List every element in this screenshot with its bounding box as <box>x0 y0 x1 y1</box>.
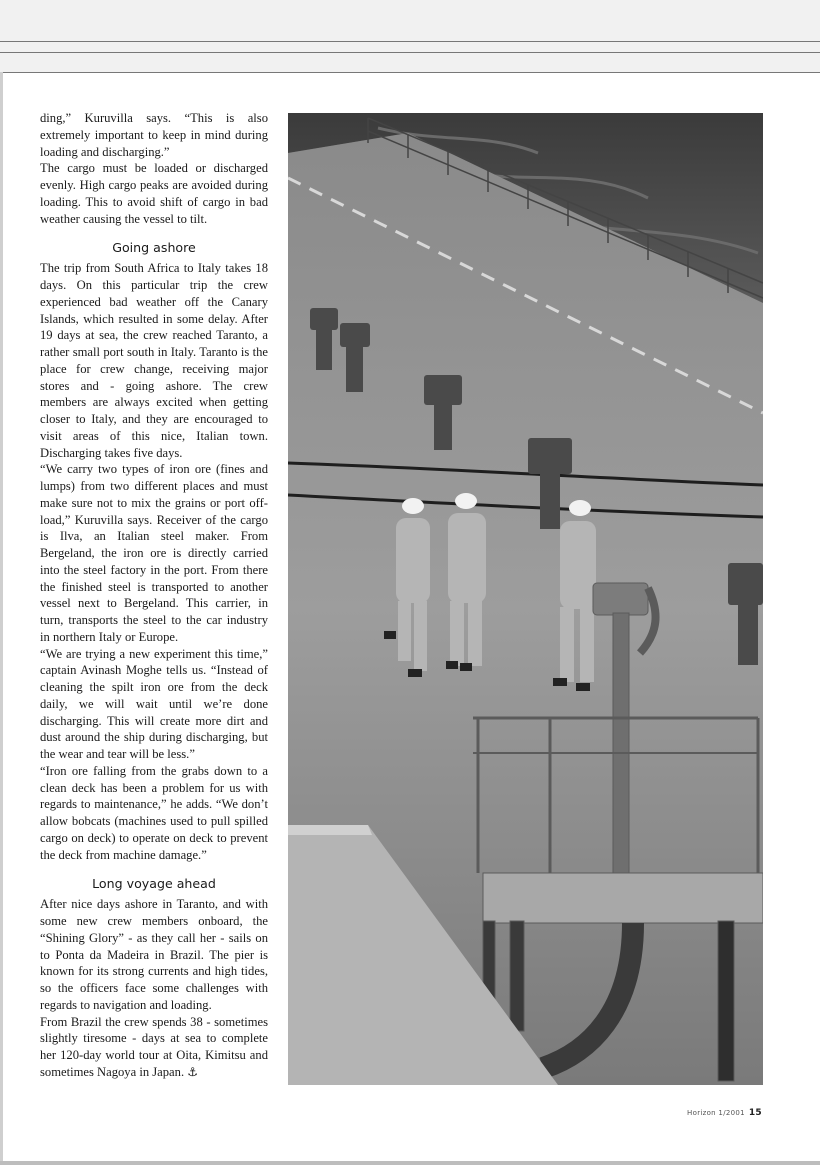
ship-deck-crew-photo <box>288 113 763 1085</box>
heading-long-voyage: Long voyage ahead <box>92 876 216 892</box>
page-left-edge <box>0 72 3 1165</box>
page-number: 15 <box>748 1108 762 1118</box>
intro-paragraph-2: The cargo must be loaded or discharged evenly. High cargo peaks are avoided during loading. This to avoid shift of cargo in bad weather causing the vessel to tilt. <box>40 161 268 226</box>
article-text-column <box>40 110 268 1081</box>
ashore-paragraph-2: “We carry two types of iron ore (fines and lumps) from two different places and must make sure not to mix the grains or port off-load,” Kuruvilla says. Receiver of the cargo is Ilva, an Italian steel maker. From Bergeland, the iron ore is directly carried into the steel factory in the port. From there the finished steel is transported to another vessel next to Bergeland. This carrier, in turn, transports the steel to the car industry in northern Italy or Europe. <box>40 462 268 644</box>
header-rule-top <box>0 41 820 42</box>
voyage-paragraph-1: After nice days ashore in Taranto, and with some new crew members onboard, the “Shining Glory” - as they call her - sails on to Ponta da Madeira in Brazil. The pier is known for its strong currents and high tides, so the officers face some challenges with regards to navigation and loading. <box>40 897 268 1012</box>
final-paragraph <box>40 1014 268 1081</box>
ashore-paragraph-1: The trip from South Africa to Italy takes 18 days. On this particular trip the crew experienced bad weather off the Canary Islands, which resulted in some delay. After 19 days at sea, the crew reached Taranto, a rather small port south in Italy. Taranto is the place for crew change, receiving major stores and - going ashore. The crew members are always excited when getting closer to Italy, and they are encouraged to visit areas of this nice, Italian town. Discharging takes five days. <box>40 261 268 460</box>
page-footer <box>687 1108 762 1118</box>
ashore-paragraph-4: “Iron ore falling from the grabs down to a clean deck has been a problem for us with regards to maintenance,” he adds. “We don’t allow bobcats (machines used to pull spilled cargo on deck) to operate on deck to prevent the deck from machine damage.” <box>40 763 268 862</box>
publication-name: Horizon 1/2001 <box>687 1109 745 1117</box>
anchor-end-icon: ⚓ <box>187 1064 199 1079</box>
header-rule-bottom <box>0 72 820 73</box>
page-header-band <box>0 0 820 72</box>
intro-paragraph-1: ding,” Kuruvilla says. “This is also extremely important to keep in mind during loading and discharging.” <box>40 111 268 159</box>
heading-going-ashore: Going ashore <box>112 240 196 256</box>
header-rule-middle <box>0 52 820 53</box>
ashore-paragraph-3: “We are trying a new experiment this time,” captain Avinash Moghe tells us. “Instead of cleaning the spilt iron ore from the deck daily, we will wait until we’re done discharging. This will create more dirt and dust around the ship during discharging, but the wear and tear will be less.” <box>40 646 268 761</box>
final-paragraph-text: From Brazil the crew spends 38 - sometimes slightly tiresome - days at sea to complete her 120-day world tour at Oita, Kimitsu and sometimes Nagoya in Japan. <box>40 1014 268 1079</box>
page-bottom-edge <box>0 1161 820 1165</box>
